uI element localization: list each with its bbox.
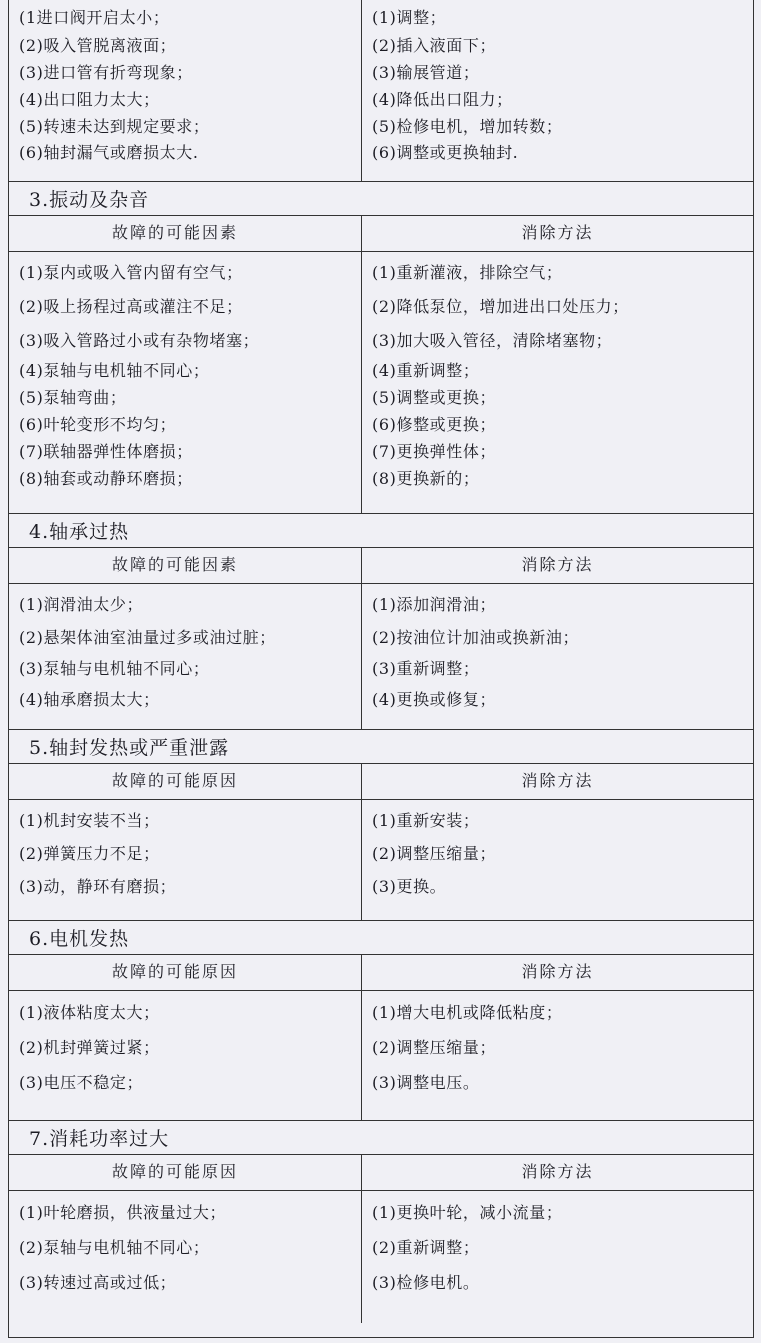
- cause-item: (2)机封弹簧过紧；: [19, 1038, 160, 1057]
- section-title: 6.电机发热: [9, 920, 753, 954]
- fault-items-row: [9, 799, 753, 920]
- remedy-list: [372, 588, 753, 715]
- remedy-item: (3)检修电机。: [372, 1273, 480, 1292]
- remedy-column-header: 消除方法: [521, 962, 594, 981]
- section-title: 3.振动及杂音: [9, 181, 753, 215]
- remedy-item: (1)调整；: [372, 8, 447, 27]
- cause-list-cell: [9, 252, 362, 513]
- remedy-item: (4)降低出口阻力；: [372, 90, 513, 109]
- remedy-item: (2)调整压缩量；: [372, 1038, 497, 1057]
- remedy-list-cell: [362, 1191, 753, 1323]
- cause-list: [19, 1195, 361, 1300]
- remedy-item: (5)调整或更换；: [372, 388, 497, 407]
- remedy-list-cell: [362, 991, 753, 1120]
- remedy-list: [372, 995, 753, 1100]
- cause-item: (3)进口管有折弯现象；: [19, 63, 193, 82]
- remedy-list-cell: [362, 584, 753, 729]
- cause-item: (4)泵轴与电机轴不同心；: [19, 361, 210, 380]
- cause-item: (1进口阀开启太小；: [19, 8, 170, 27]
- remedy-item: (1)增大电机或降低粘度；: [372, 1003, 563, 1022]
- column-header-row: [9, 763, 753, 799]
- cause-list-cell: [9, 584, 362, 729]
- remedy-item: (2)调整压缩量；: [372, 844, 497, 863]
- fault-items-row: [9, 0, 753, 181]
- fault-items-row: [9, 990, 753, 1120]
- fault-items-row: [9, 251, 753, 513]
- cause-item: (1)机封安装不当；: [19, 811, 160, 830]
- remedy-list-cell: [362, 800, 753, 920]
- cause-item: (1)润滑油太少；: [19, 595, 144, 614]
- remedy-column-header: 消除方法: [521, 1162, 594, 1181]
- cause-list: [19, 995, 361, 1100]
- cause-item: (1)泵内或吸入管内留有空气；: [19, 263, 243, 282]
- cause-column-header: 故障的可能因素: [9, 216, 362, 251]
- remedy-item: (1)重新灌液，排除空气；: [372, 263, 563, 282]
- cause-list-cell: [9, 1191, 362, 1323]
- cause-item: (5)泵轴弯曲；: [19, 388, 127, 407]
- remedy-column-header: 消除方法: [521, 771, 594, 790]
- remedy-item: (6)修整或更换；: [372, 415, 497, 434]
- cause-list-cell: [9, 0, 362, 181]
- remedy-list: [372, 256, 753, 492]
- cause-list: [19, 256, 361, 492]
- remedy-item: (3)加大吸入管径，清除堵塞物；: [372, 331, 613, 350]
- cause-item: (2)弹簧压力不足；: [19, 844, 160, 863]
- section-title: 7.消耗功率过大: [9, 1120, 753, 1154]
- remedy-list: [372, 804, 753, 903]
- remedy-item: (3)输展管道；: [372, 63, 480, 82]
- cause-item: (2)吸入管脱离液面；: [19, 36, 177, 55]
- cause-list: [19, 588, 361, 715]
- cause-item: (3)泵轴与电机轴不同心；: [19, 659, 210, 678]
- remedy-item: (5)检修电机，增加转数；: [372, 117, 563, 136]
- remedy-list-cell: [362, 0, 753, 181]
- cause-item: (2)悬架体油室油量过多或油过脏；: [19, 628, 276, 647]
- cause-item: (6)轴封漏气或磨损太大.: [19, 143, 199, 162]
- remedy-item: (8)更换新的；: [372, 469, 480, 488]
- column-header-row: [9, 954, 753, 990]
- cause-item: (3)动，静环有磨损；: [19, 877, 177, 896]
- cause-item: (5)转速未达到规定要求；: [19, 117, 210, 136]
- cause-item: (1)液体粘度太大；: [19, 1003, 160, 1022]
- cause-item: (2)吸上扬程过高或灌注不足；: [19, 297, 243, 316]
- section-title: 4.轴承过热: [9, 513, 753, 547]
- remedy-item: (3)调整电压。: [372, 1073, 480, 1092]
- fault-items-row: [9, 1190, 753, 1323]
- remedy-item: (4)重新调整；: [372, 361, 480, 380]
- remedy-item: (6)调整或更换轴封.: [372, 143, 519, 162]
- cause-item: (3)转速过高或过低；: [19, 1273, 177, 1292]
- cause-item: (1)叶轮磨损，供液量过大；: [19, 1203, 227, 1222]
- cause-column-header: 故障的可能原因: [9, 955, 362, 990]
- cause-item: (4)轴承磨损太大；: [19, 690, 160, 709]
- remedy-item: (2)重新调整；: [372, 1238, 480, 1257]
- remedy-item: (7)更换弹性体；: [372, 442, 497, 461]
- column-header-row: [9, 1154, 753, 1190]
- cause-item: (4)出口阻力太大；: [19, 90, 160, 109]
- remedy-item: (2)降低泵位，增加进出口处压力；: [372, 297, 629, 316]
- remedy-item: (4)更换或修复；: [372, 690, 497, 709]
- cause-list-cell: [9, 800, 362, 920]
- remedy-item: (1)添加润滑油；: [372, 595, 497, 614]
- column-header-row: [9, 547, 753, 583]
- remedy-list-cell: [362, 252, 753, 513]
- cause-item: (6)叶轮变形不均匀；: [19, 415, 177, 434]
- column-header-row: [9, 215, 753, 251]
- remedy-list: [372, 1195, 753, 1300]
- cause-item: (2)泵轴与电机轴不同心；: [19, 1238, 210, 1257]
- remedy-item: (3)重新调整；: [372, 659, 480, 678]
- remedy-list: [372, 4, 753, 166]
- cause-item: (3)电压不稳定；: [19, 1073, 144, 1092]
- cause-column-header: 故障的可能原因: [9, 764, 362, 799]
- remedy-item: (2)插入液面下；: [372, 36, 497, 55]
- cause-item: (7)联轴器弹性体磨损；: [19, 442, 193, 461]
- cause-column-header: 故障的可能因素: [9, 548, 362, 583]
- remedy-column-header: 消除方法: [521, 223, 594, 242]
- fault-items-row: [9, 583, 753, 729]
- cause-list: [19, 804, 361, 903]
- cause-list: [19, 4, 361, 166]
- cause-item: (8)轴套或动静环磨损；: [19, 469, 193, 488]
- cause-list-cell: [9, 991, 362, 1120]
- remedy-item: (1)更换叶轮，减小流量；: [372, 1203, 563, 1222]
- remedy-item: (2)按油位计加油或换新油；: [372, 628, 580, 647]
- remedy-column-header: 消除方法: [521, 555, 594, 574]
- cause-column-header: 故障的可能原因: [9, 1155, 362, 1190]
- remedy-item: (3)更换。: [372, 877, 447, 896]
- remedy-item: (1)重新安装；: [372, 811, 480, 830]
- cause-item: (3)吸入管路过小或有杂物堵塞；: [19, 331, 260, 350]
- fault-table: [8, 0, 754, 1338]
- section-title: 5.轴封发热或严重泄露: [9, 729, 753, 763]
